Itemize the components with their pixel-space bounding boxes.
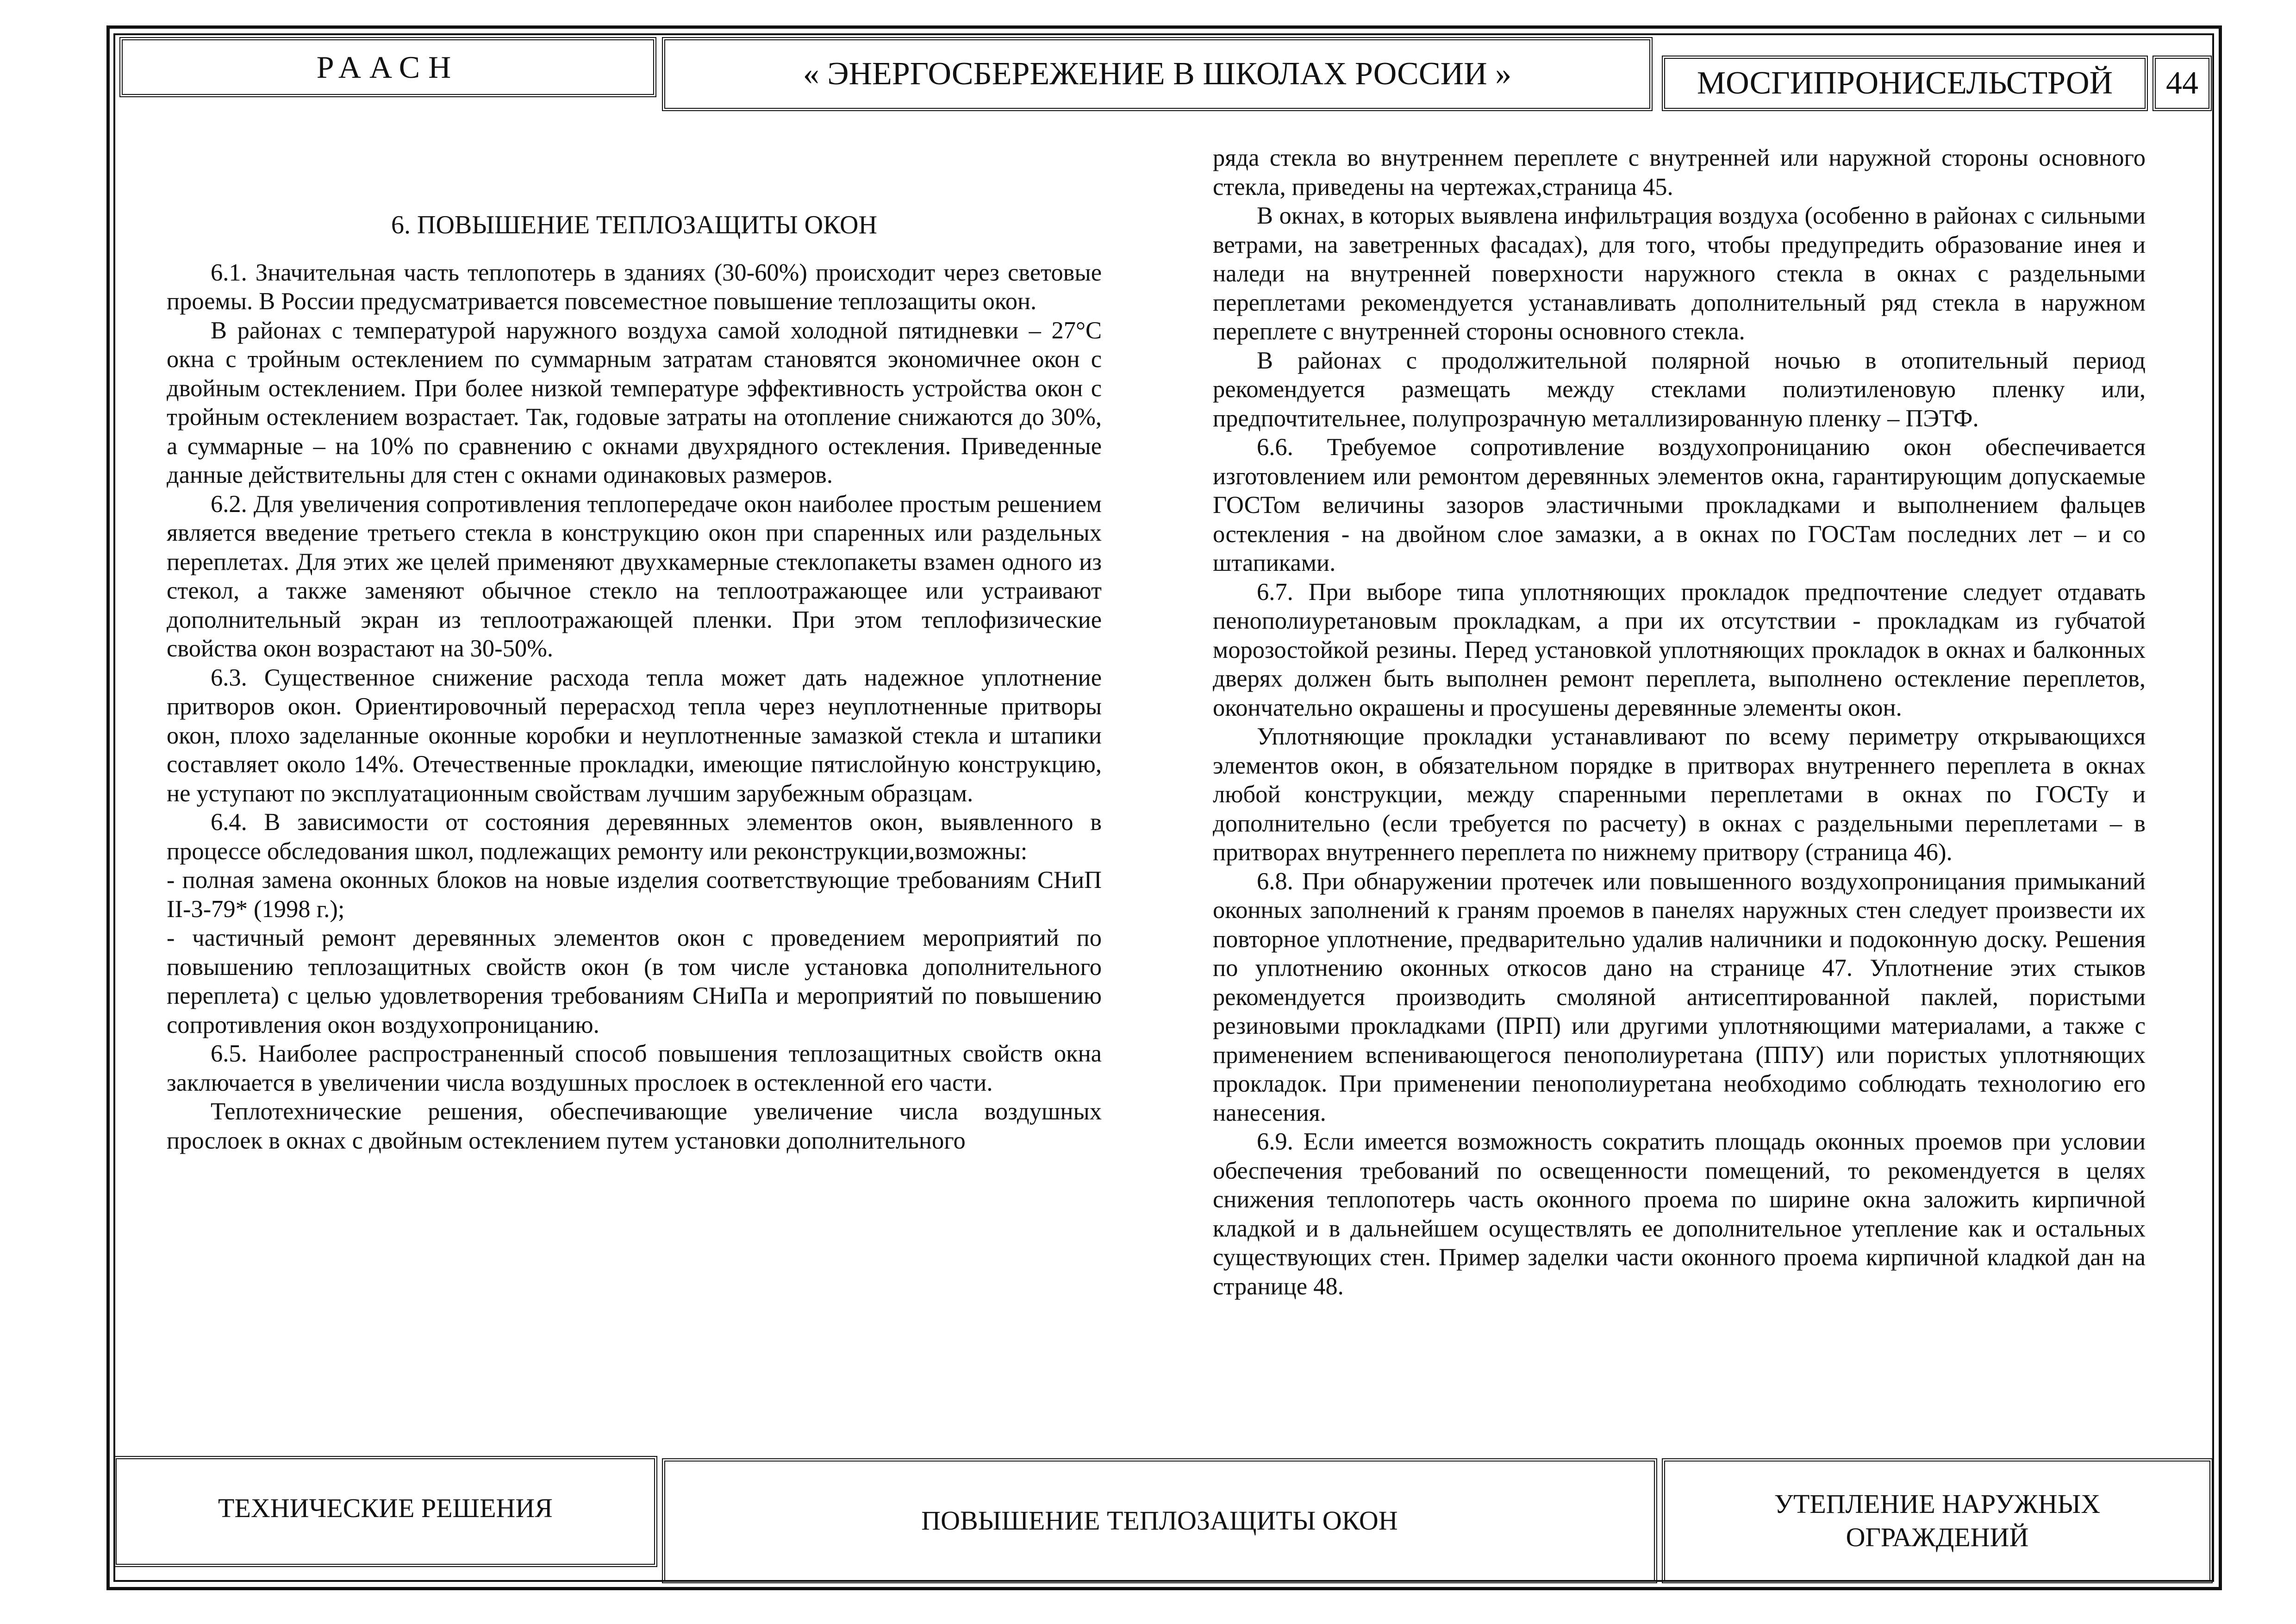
paragraph-seals: Уплотняющие прокладки устанавливают по всему периметру открывающихся элементов окон, в обязательном порядке в притворах внутреннего переплета в окнах любой конструкции, между спаренными переплетами в окнах по ГОСТу и дополнительно (если требуется по расчету) в окнах с раздельными переплетами – в притворах внутреннего переплета по нижнему притвору (страница 46). [1213,723,2146,866]
paragraph-6-9: 6.9. Если имеется возможность сократить площадь оконных проемов при условии обеспечения требований по освещенности помещений, то рекомендуется в целях снижения теплопотерь часть оконного проема по ширине окна заложить кирпичной кладкой и в дальнейшем осуществлять ее дополнительное утепление как и остальных существующих стен. Пример заделки части оконного проема кирпичной кладкой дан на странице 48. [1213,1128,2146,1300]
footer-right [1662,1458,2213,1583]
header-title [662,37,1653,111]
paragraph-6-2: 6.2. Для увеличения сопротивления теплопередаче окон наиболее простым решением является введение третьего стекла в конструкцию окон при спаренных или раздельных переплетах. Для этих же целей применяют двухкамерные стеклопакеты взамен одного из стекол, а также заменяют обычное стекло на теплоотражающее или устраивают дополнительный экран из теплоотражающей пленки. При этом теплофизические свойства окон возрастают на 30-50%. [167,490,1102,662]
paragraph-6-3: 6.3. Существенное снижение расхода тепла может дать надежное уплотнение притворов окон. Ориентировочный перерасход тепла через неуплотненные притворы окон, плохо заделанные оконные коробки и неуплотненные замазкой стекла и штапики составляет около 14%. Отечественные прокладки, имеющие пятислойную конструкцию, не уступают по эксплуатационным свойствам лучшим зарубежным образцам. [167,664,1102,807]
paragraph-6-5: 6.5. Наиболее распространенный способ повышения теплозащитных свойств окна заключается в увеличении числа воздушных прослоек в остекленной его части. [167,1040,1102,1096]
paragraph-thermal-solutions: Теплотехнические решения, обеспечивающие увеличение числа воздушных прослоек в окнах с двойным остеклением путем установки дополнительного [167,1098,1102,1154]
paragraph-6-1: 6.1. Значительная часть теплопотерь в зданиях (30-60%) происходит через световые проемы. В России предусматривается повсеместное повышение теплозащиты окон. [167,259,1102,315]
list-item-partial-repair: - частичный ремонт деревянных элементов окон с проведением мероприятий по повышению теплозащитных свойств окон (в том числе установка дополнительного переплета) с целью удовлетворения требованиям СНиПа и мероприятий по повышению сопротивления окон воздухопроницанию. [167,924,1102,1038]
footer-right-line2: ОГРАЖДЕНИЙ [1846,1522,2029,1552]
header-title-text: « ЭНЕРГОСБЕРЕЖЕНИЕ В ШКОЛАХ РОССИИ » [803,56,1512,92]
footer-left [113,1456,657,1567]
header-institute [1662,56,2148,111]
paragraph-polar-night: В районах с продолжительной полярной ночью в отопительный период рекомендуется размещать между стеклами полиэтиленовую пленку или, предпочтительнее, полупрозрачную металлизированную пленку – ПЭТФ. [1213,347,2146,432]
header-org [119,37,656,97]
footer-center-text: ПОВЫШЕНИЕ ТЕПЛОЗАЩИТЫ ОКОН [921,1505,1398,1536]
paragraph-temperature: В районах с температурой наружного воздуха самой холодной пятидневки – 27°С окна с тройным остеклением по суммарным затратам становятся экономичнее окон с двойным остеклением. При более низкой температуре эффективность устройства окон с тройным остеклением возрастает. Так, годовые затраты на отопление снижаются до 30%, а суммарные – на 10% по сравнению с окнами двухрядного остекления. Приведенные данные действительны для стен с окнами одинаковых размеров. [167,317,1102,488]
list-item-full-replacement: - полная замена оконных блоков на новые изделия соответствующие требованиям СНиП II-3-79* (1998 г.); [167,867,1102,923]
paragraph-6-6: 6.6. Требуемое сопротивление воздухопроницанию окон обеспечивается изготовлением или ремонтом деревянных элементов окна, гарантирующим допускаемые ГОСТом величины зазоров эластичными прокладками и выполнением фальцев остекления - на двойном слое замазки, а в окнах по ГОСТам последних лет – и со штапиками. [1213,434,2146,576]
section-title: 6. ПОВЫШЕНИЕ ТЕПЛОЗАЩИТЫ ОКОН [391,211,877,239]
paragraph-infiltration: В окнах, в которых выявлена инфильтрация воздуха (особенно в районах с сильными ветрами, на заветренных фасадах), для того, чтобы предупредить образование инея и наледи на внутренней поверхности наружного стекла в окнах с раздельными переплетами рекомендуется устанавливать дополнительный ряд стекла в наружном переплете с внутренней стороны основного стекла. [1213,202,2146,345]
header-institute-text: МОСГИПРОНИСЕЛЬСТРОЙ [1697,65,2113,101]
paragraph-6-8: 6.8. При обнаружении протечек или повышенного воздухопроницания примыканий оконных заполнений к граням проемов в панелях наружных стен следует произвести их повторное уплотнение, предварительно удалив наличники и подоконную доску. Решения по уплотнению оконных откосов дано на странице 47. Уплотнение этих стыков рекомендуется производить смоляной антисептированной паклей, пористыми резиновыми прокладками (ПРП) или другими уплотняющими материалами, а также с применением вспенивающегося пенополиуретана (ППУ) или пористых уплотняющих прокладок. При применении пенополиуретана необходимо соблюдать технологию его нанесения. [1213,868,2146,1126]
page-number: 44 [2166,65,2198,101]
paragraph-continued: ряда стекла во внутреннем переплете с внутренней или наружной стороны основного стекла, приведены на чертежах,страница 45. [1213,144,2146,200]
paragraph-6-7: 6.7. При выборе типа уплотняющих прокладок предпочтение следует отдавать пенополиуретановым прокладкам, а при их отсутствии - прокладкам из губчатой морозостойкой резины. Перед установкой уплотняющих прокладок в окнах и балконных дверях должен быть выполнен ремонт переплета, выполнено остекление переплетов, окончательно окрашены и просушены деревянные элементы окон. [1213,578,2146,721]
right-column [1213,144,2146,1449]
left-column [167,211,1102,1433]
footer-right-line1: УТЕПЛЕНИЕ НАРУЖНЫХ [1774,1489,2101,1519]
footer-center [662,1458,1657,1583]
footer-left-text: ТЕХНИЧЕСКИЕ РЕШЕНИЯ [218,1493,553,1523]
paragraph-6-4: 6.4. В зависимости от состояния деревянных элементов окон, выявленного в процессе обследования школ, подлежащих ремонту или реконструкции,возможны: [167,809,1102,865]
header-page-number [2152,56,2212,111]
header-org-text: РААСН [316,49,460,85]
